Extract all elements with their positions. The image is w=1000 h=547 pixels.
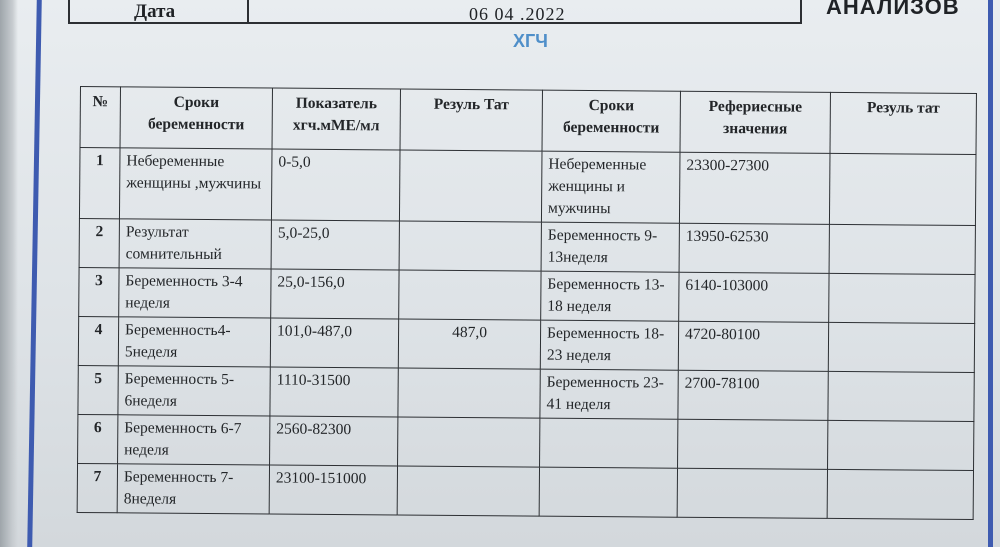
table-header-row [80,87,976,155]
term-2-cell: Небеременные женщины и мужчины [541,151,680,223]
date-label: Дата [134,1,176,22]
table-row [77,463,973,519]
result-2-cell [828,322,974,372]
term-1-cell: Беременность 6-7 неделя [118,415,270,465]
term-2-cell: Беременность 18-23 неделя [540,320,678,370]
term-2-cell: Беременность 9-13неделя [541,222,679,272]
result-2-cell [827,469,973,519]
row-number: 6 [78,414,118,463]
header-reference: Рефериесные значения [680,91,830,153]
result-2-cell [828,371,974,421]
reference-cell: 13950-62530 [679,223,829,273]
section-title: ХГЧ [513,31,548,51]
row-number: 3 [79,267,119,316]
term-2-cell [540,418,678,468]
term-1-cell: Небеременные женщины ,мужчины [119,148,272,220]
result-1-cell [398,417,540,467]
header-result-2: Резуль тат [830,92,976,154]
term-1-cell: Результат сомнительный [119,219,271,269]
result-1-cell [399,150,542,222]
reference-cell: 4720-80100 [678,321,828,371]
header-number: № [80,87,120,148]
header-result-1: Резуль Тат [400,89,542,151]
result-2-cell [829,224,975,274]
date-box-divider [247,0,249,22]
left-blue-frame-line [27,0,42,547]
reference-cell: 6140-103000 [679,272,829,322]
result-1-cell [399,221,541,271]
row-number: 5 [78,365,118,414]
date-box [68,0,802,24]
reference-cell: 23300-27300 [679,152,830,224]
indicator-cell: 1110-31500 [270,367,398,417]
indicator-cell: 101,0-487,0 [270,318,398,368]
reference-cell [677,468,827,518]
result-2-cell [829,153,976,225]
term-1-cell: Беременность4-5неделя [118,317,270,367]
table-row [79,267,975,323]
header-term-1: Сроки беременности [120,87,272,149]
term-1-cell: Беременность 7-8неделя [117,464,269,514]
right-blue-frame-line [988,0,993,547]
date-value: 06 04 .2022 [469,4,566,24]
indicator-cell: 2560-82300 [270,416,398,466]
result-1-cell [398,368,540,418]
table-row [78,316,974,372]
result-1-cell [399,270,541,320]
indicator-cell: 23100-151000 [269,465,397,515]
term-1-cell: Беременность 5-6неделя [118,366,270,416]
table-row [78,414,974,470]
row-number: 1 [79,148,120,219]
page-edge-shadow [0,0,18,547]
result-2-cell [829,273,975,323]
reference-cell: 2700-78100 [678,370,828,420]
table-row [78,365,974,421]
row-number: 4 [78,316,118,365]
row-number: 7 [77,463,117,512]
table-row [79,148,976,226]
indicator-cell: 0-5,0 [271,149,400,221]
result-1-cell [397,466,539,516]
reference-cell [678,419,828,469]
term-2-cell: Беременность 23-41 неделя [540,369,678,419]
corner-title: АНАЛИЗОВ [826,0,960,19]
result-2-cell [828,420,974,470]
row-number: 2 [79,218,119,267]
table-row [79,218,975,274]
hcg-results-table [77,86,977,520]
term-2-cell: Беременность 13-18 неделя [541,271,679,321]
header-term-2: Сроки беременности [542,90,680,152]
indicator-cell: 25,0-156,0 [271,269,399,319]
indicator-cell: 5,0-25,0 [271,220,399,270]
term-2-cell [539,467,677,517]
term-1-cell: Беременность 3-4 неделя [119,268,271,318]
result-1-cell: 487,0 [398,319,540,369]
header-indicator: Показатель хгч.мМЕ/мл [272,88,400,150]
